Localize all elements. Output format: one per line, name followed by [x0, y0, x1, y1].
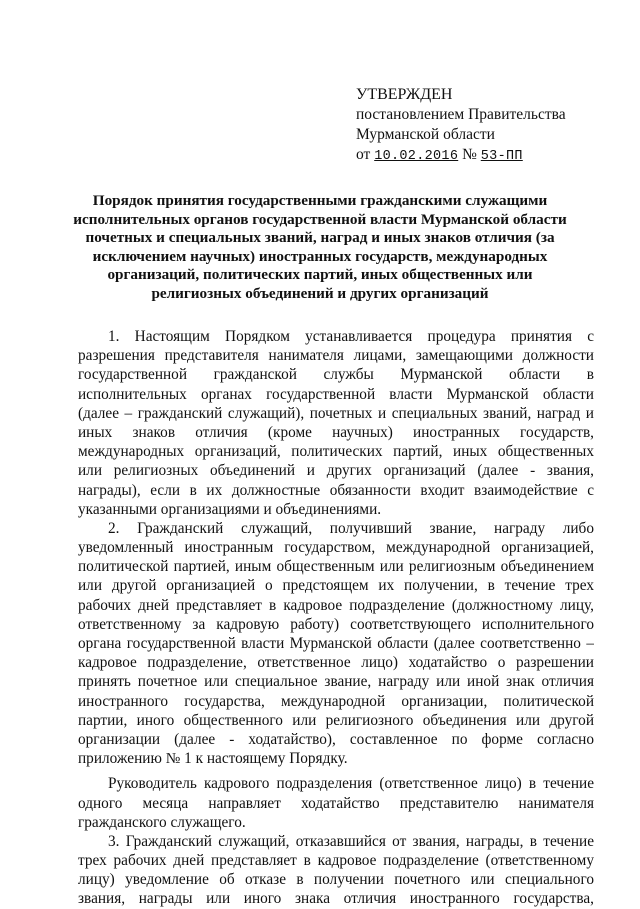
- text-line: органа государственной власти Мурманской области (далее соответственно –: [78, 635, 594, 652]
- approval-block: [356, 84, 606, 167]
- approval-date-line: [356, 145, 606, 167]
- paragraph-3: [78, 774, 594, 832]
- title-line: Порядок принятия государственными гражданскими служащими: [92, 192, 548, 209]
- text-line: 3. Гражданский служащий, отказавшийся от звания, награды, в течение: [108, 832, 594, 850]
- approval-number: 53-ПП: [480, 149, 523, 164]
- paragraph-2: [78, 519, 594, 768]
- text-line: политической партией, иным общественным или религиозным объединением: [78, 558, 594, 576]
- text-line: (далее – гражданский служащий), почетных и специальных званий, наград и: [78, 404, 594, 422]
- text-line: гражданского служащего.: [78, 813, 246, 831]
- text-line: разрешения представителя нанимателя лицами, замещающими должности: [78, 347, 594, 365]
- title-line: религиозных объединений и других организаций: [151, 284, 489, 302]
- text-line: партии, иного общественного или религиозного объединения или другой: [78, 711, 594, 729]
- document-body: [78, 327, 594, 909]
- paragraph-4: [78, 832, 594, 909]
- text-line: уведомленный иностранным государством, международной организацией,: [78, 539, 594, 557]
- text-line: или религиозных объединений и других организаций (далее - звания,: [78, 462, 594, 480]
- title-line: исключением научных) иностранных государств, международных: [92, 247, 548, 265]
- text-line: или другой организацией о предстоящем их получении, в течение трех: [78, 577, 594, 595]
- title-line: исполнительных органов государственной власти Мурманской области: [73, 210, 567, 228]
- approval-line-2: Мурманской области: [356, 126, 495, 143]
- text-line: кадровое подразделение, ответственное лицо) ходатайство о разрешении: [78, 654, 594, 672]
- paragraph-1: [78, 327, 594, 519]
- text-line: 1. Настоящим Порядком устанавливается процедура принятия с: [108, 328, 594, 345]
- text-line: приложению № 1 к настоящему Порядку.: [78, 750, 348, 768]
- text-line: международных организаций, политических партий, иных общественных: [78, 443, 594, 461]
- title-line: организаций, политических партий, иных общественных или: [107, 266, 533, 284]
- text-line: иных знаков отличия (кроме научных) иностранных государств,: [78, 423, 594, 441]
- text-line: одного месяца направляет ходатайство представителю нанимателя: [78, 794, 594, 812]
- text-line: Руководитель кадрового подразделения (ответственное лицо) в течение: [108, 775, 594, 793]
- text-line: 2. Гражданский служащий, получивший звание, награду либо: [108, 519, 594, 537]
- text-line: ответственному за кадровую работу) соответствующего исполнительного: [78, 615, 594, 633]
- approval-date: 10.02.2016: [374, 149, 459, 164]
- title-line: почетных и специальных званий, наград и иных знаков отличия (за: [85, 229, 555, 247]
- text-line: организации (далее - ходатайство), составленное по форме согласно: [78, 730, 594, 748]
- document-title: [70, 192, 570, 304]
- approval-heading: УТВЕРЖДЕН: [356, 86, 453, 103]
- date-prefix: от: [356, 146, 371, 163]
- text-line: указанными организациями и объединениями.: [78, 500, 382, 518]
- text-line: принять почетное или специальное звание, награду или иной знак отличия: [78, 673, 594, 691]
- text-line: трех рабочих дней представляет в кадровое подразделение (ответственному: [78, 852, 594, 870]
- text-line: государственной гражданской службы Мурманской области в: [78, 366, 594, 384]
- text-line: иностранного государства, международной организации, политической: [78, 692, 594, 710]
- approval-line-1: постановлением Правительства: [356, 106, 566, 123]
- text-line: лицу) уведомление об отказе в получении почетного или специального: [78, 871, 594, 889]
- text-line: рабочих дней представляет в кадровое подразделение (должностному лицу,: [78, 596, 594, 614]
- text-line: награды), если в их должностные обязанности входит взаимодействие с: [78, 481, 594, 499]
- text-line: исполнительных органах государственной власти Мурманской области: [78, 385, 594, 403]
- text-line: звания, награды или иного знака отличия иностранного государства,: [78, 890, 594, 908]
- number-prefix: №: [462, 146, 477, 163]
